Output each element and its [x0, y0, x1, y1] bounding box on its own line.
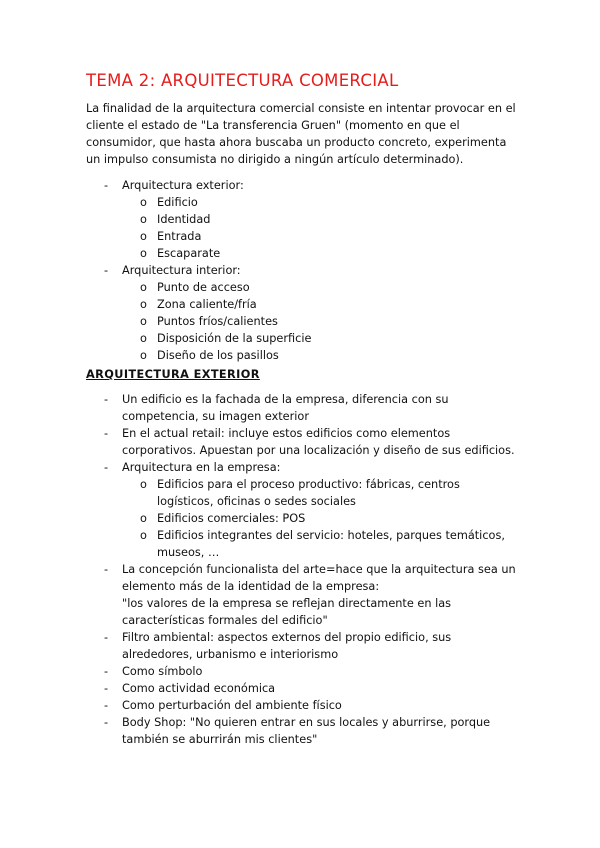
outline-subitem: [0, 245, 517, 262]
circle-bullet: o: [140, 349, 147, 362]
circle-bullet: o: [140, 529, 147, 542]
list-subitem: [0, 476, 517, 510]
dash-bullet: -: [104, 665, 109, 678]
outline-subitem-label: Puntos fríos/calientes: [157, 315, 278, 328]
outline-subitem-label: Diseño de los pasillos: [157, 349, 279, 362]
dash-bullet: -: [104, 179, 109, 192]
dash-bullet: -: [104, 682, 109, 695]
outline-subitem: [0, 330, 517, 347]
list-item: [0, 459, 517, 476]
outline-label: Arquitectura interior:: [122, 264, 241, 277]
outline-subitem-label: Disposición de la superficie: [157, 332, 312, 345]
circle-bullet: o: [140, 230, 147, 243]
list-item: [0, 425, 517, 459]
outline-label: Arquitectura exterior:: [122, 179, 244, 192]
list-item: [0, 629, 517, 663]
list-item-text: Un edificio es la fachada de la empresa, diferencia con su competencia, su imagen exterior: [122, 393, 449, 423]
list-item: [0, 663, 517, 680]
section-heading: ARQUITECTURA EXTERIOR: [86, 368, 260, 381]
outline-subitem: [0, 211, 517, 228]
list-item-text: Filtro ambiental: aspectos externos del propio edificio, sus alrededores, urbanismo e interiorismo: [122, 631, 452, 661]
list-item: [0, 697, 517, 714]
dash-bullet: -: [104, 461, 109, 474]
list-subitem: [0, 527, 517, 561]
list-item-text: Como perturbación del ambiente físico: [122, 699, 342, 712]
circle-bullet: o: [140, 512, 147, 525]
outline-list: [0, 177, 600, 364]
outline-subitem: [0, 228, 517, 245]
list-item-text: Arquitectura en la empresa:: [122, 461, 281, 474]
outline-subitem: [0, 296, 517, 313]
dash-bullet: -: [104, 427, 109, 440]
list-subitem-text: Edificios para el proceso productivo: fábricas, centros logísticos, oficinas o sedes sociales: [157, 478, 460, 508]
list-subitem-text: Edificios comerciales: POS: [157, 512, 306, 525]
dash-bullet: -: [104, 264, 109, 277]
list-item-text: Body Shop: "No quieren entrar en sus locales y aburrirse, porque también se aburrirán mis clientes": [122, 716, 491, 746]
list-subitem-text: Edificios integrantes del servicio: hoteles, parques temáticos, museos, …: [157, 529, 505, 559]
list-subitem: [0, 510, 517, 527]
list-item-quote: "los valores de la empresa se reflejan directamente en las características formales del edificio": [122, 597, 452, 627]
list-item: [0, 680, 517, 697]
outline-item-exterior: [0, 177, 517, 194]
circle-bullet: o: [140, 247, 147, 260]
list-item: [0, 391, 517, 425]
circle-bullet: o: [140, 315, 147, 328]
outline-subitem-label: Identidad: [157, 213, 211, 226]
exterior-points-list: [0, 391, 600, 748]
circle-bullet: o: [140, 213, 147, 226]
circle-bullet: o: [140, 332, 147, 345]
outline-subitem: [0, 194, 517, 211]
list-item: [0, 714, 517, 748]
outline-subitem-label: Entrada: [157, 230, 202, 243]
outline-subitem-label: Escaparate: [157, 247, 221, 260]
circle-bullet: o: [140, 298, 147, 311]
dash-bullet: -: [104, 563, 109, 576]
list-item-text: En el actual retail: incluye estos edificios como elementos corporativos. Apuestan por una localización y diseño de sus edificios.: [122, 427, 515, 457]
outline-subitem: [0, 347, 517, 364]
outline-item-interior: [0, 262, 517, 279]
list-item: [0, 561, 517, 629]
circle-bullet: o: [140, 478, 147, 491]
circle-bullet: o: [140, 196, 147, 209]
outline-subitem-label: Punto de acceso: [157, 281, 250, 294]
list-item-text: Como actividad económica: [122, 682, 276, 695]
dash-bullet: -: [104, 716, 109, 729]
dash-bullet: -: [104, 631, 109, 644]
list-item-text: Como símbolo: [122, 665, 203, 678]
intro-paragraph: La finalidad de la arquitectura comercial consiste en intentar provocar en el cliente el estado de "La transferencia Gruen" (momento en que el consumidor, que hasta ahora buscaba un producto concreto, experimenta un impulso consumista no dirigido a ningún artículo determinado).: [86, 102, 516, 166]
outline-subitem: [0, 313, 517, 330]
outline-subitem: [0, 279, 517, 296]
document-title: TEMA 2: ARQUITECTURA COMERCIAL: [86, 71, 399, 90]
dash-bullet: -: [104, 699, 109, 712]
outline-subitem-label: Edificio: [157, 196, 198, 209]
circle-bullet: o: [140, 281, 147, 294]
outline-subitem-label: Zona caliente/fría: [157, 298, 257, 311]
list-item-text: La concepción funcionalista del arte=hace que la arquitectura sea un elemento más de la identidad de la empresa:: [122, 563, 516, 593]
dash-bullet: -: [104, 393, 109, 406]
